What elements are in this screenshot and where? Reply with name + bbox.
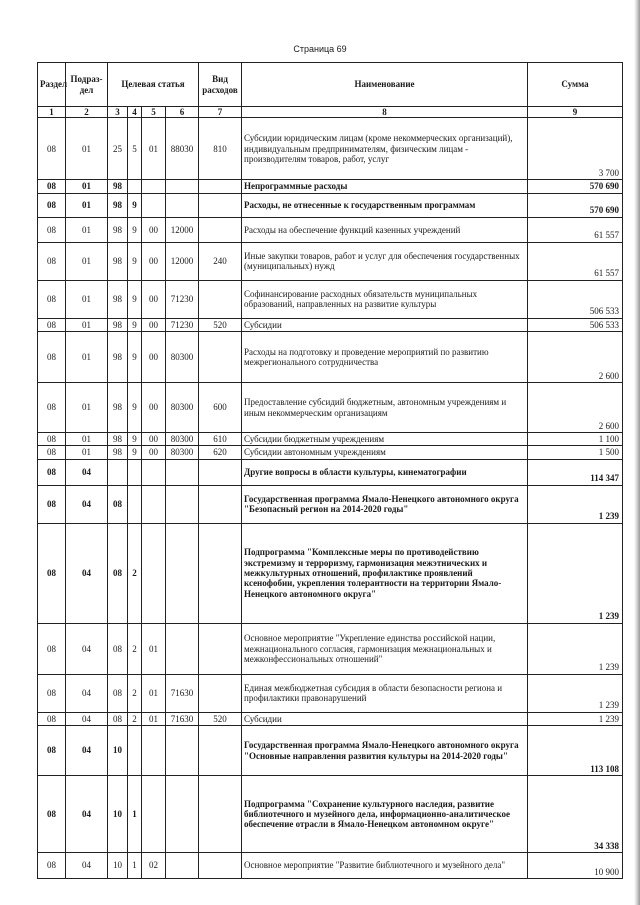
razdel-cell: 08: [38, 776, 66, 853]
sum-cell: 2 600: [528, 332, 623, 383]
podrazdel-cell: 04: [66, 712, 108, 725]
table-row: [38, 712, 623, 725]
subprogram-cell: [128, 180, 142, 193]
sum-cell: 1 100: [528, 433, 623, 446]
header-row: [38, 63, 623, 107]
direction-cell: [166, 623, 199, 674]
program-cell: 08: [108, 523, 128, 623]
page-edge-shadow: [634, 0, 640, 905]
direction-cell: 71230: [166, 318, 199, 331]
name-cell: Основное мероприятие "Развитие библиотечного и музейного дела": [242, 853, 528, 879]
column-number: 4: [128, 107, 142, 118]
sum-cell: 114 347: [528, 459, 623, 485]
event-cell: [142, 485, 166, 523]
expense-type-cell: [199, 523, 242, 623]
program-cell: 10: [108, 853, 128, 879]
sum-cell: 34 338: [528, 776, 623, 853]
direction-cell: [166, 485, 199, 523]
razdel-cell: 08: [38, 242, 66, 280]
table-row: [38, 242, 623, 280]
subprogram-cell: 1: [128, 776, 142, 853]
expense-type-cell: [199, 332, 242, 383]
razdel-cell: 08: [38, 485, 66, 523]
direction-cell: [166, 726, 199, 776]
event-cell: 01: [142, 623, 166, 674]
podrazdel-cell: 04: [66, 674, 108, 712]
program-cell: 98: [108, 242, 128, 280]
table-row: [38, 853, 623, 879]
program-cell: 08: [108, 623, 128, 674]
name-cell: Подпрограмма "Комплексные меры по противодействию экстремизму и терроризму, гармонизация межэтнических и межкультурных отношений, профилактике проявлений ксенофобии, укрепления толерантности на территории Ямало-Ненецкого автономного округа": [242, 523, 528, 623]
column-number: 3: [108, 107, 128, 118]
column-number: 8: [242, 107, 528, 118]
header-podrazdel: Подраз-дел: [66, 63, 108, 107]
program-cell: 08: [108, 674, 128, 712]
table-row: [38, 674, 623, 712]
program-cell: 98: [108, 383, 128, 433]
expense-type-cell: [199, 674, 242, 712]
name-cell: Непрограммные расходы: [242, 180, 528, 193]
name-cell: Другие вопросы в области культуры, кинематографии: [242, 459, 528, 485]
event-cell: [142, 193, 166, 217]
subprogram-cell: 9: [128, 433, 142, 446]
sum-cell: 61 557: [528, 242, 623, 280]
subprogram-cell: 9: [128, 193, 142, 217]
expense-type-cell: [199, 485, 242, 523]
event-cell: [142, 776, 166, 853]
direction-cell: 88030: [166, 118, 199, 180]
sum-cell: 1 239: [528, 674, 623, 712]
podrazdel-cell: 01: [66, 446, 108, 459]
razdel-cell: 08: [38, 623, 66, 674]
podrazdel-cell: 01: [66, 318, 108, 331]
column-number: 2: [66, 107, 108, 118]
podrazdel-cell: 01: [66, 242, 108, 280]
table-row: [38, 280, 623, 318]
event-cell: 01: [142, 674, 166, 712]
podrazdel-cell: 01: [66, 217, 108, 242]
column-number: 1: [38, 107, 66, 118]
name-cell: Единая межбюджетная субсидия в области безопасности региона и профилактики правонарушений: [242, 674, 528, 712]
event-cell: 00: [142, 280, 166, 318]
table-row: [38, 485, 623, 523]
table-row: [38, 433, 623, 446]
expense-type-cell: 620: [199, 446, 242, 459]
subprogram-cell: 9: [128, 318, 142, 331]
name-cell: Подпрограмма "Сохранение культурного наследия, развитие библиотечного и музейного дела, информационно-аналитическое обеспечение отрасли в Ямало-Ненецком автономном округе": [242, 776, 528, 853]
expense-type-cell: [199, 280, 242, 318]
name-cell: Софинансирование расходных обязательств муниципальных образований, направленных на развитие культуры: [242, 280, 528, 318]
expense-type-cell: [199, 217, 242, 242]
program-cell: 98: [108, 193, 128, 217]
razdel-cell: 08: [38, 853, 66, 879]
column-number: 5: [142, 107, 166, 118]
event-cell: 01: [142, 118, 166, 180]
razdel-cell: 08: [38, 712, 66, 725]
razdel-cell: 08: [38, 332, 66, 383]
program-cell: 10: [108, 726, 128, 776]
name-cell: Субсидии автономным учреждениям: [242, 446, 528, 459]
sum-cell: 10 900: [528, 853, 623, 879]
event-cell: 00: [142, 318, 166, 331]
podrazdel-cell: 01: [66, 433, 108, 446]
sum-cell: 1 239: [528, 623, 623, 674]
event-cell: [142, 726, 166, 776]
direction-cell: [166, 523, 199, 623]
column-number-row: [38, 107, 623, 118]
name-cell: Расходы, не отнесенные к государственным программам: [242, 193, 528, 217]
razdel-cell: 08: [38, 674, 66, 712]
direction-cell: [166, 776, 199, 853]
subprogram-cell: 2: [128, 523, 142, 623]
podrazdel-cell: 01: [66, 383, 108, 433]
name-cell: Государственная программа Ямало-Ненецкого автономного округа "Основные направления развития культуры на 2014-2020 годы": [242, 726, 528, 776]
razdel-cell: 08: [38, 118, 66, 180]
sum-cell: 61 557: [528, 217, 623, 242]
table-row: [38, 623, 623, 674]
expense-type-cell: 600: [199, 383, 242, 433]
razdel-cell: 08: [38, 459, 66, 485]
page-number: Страница 69: [293, 44, 347, 54]
program-cell: 98: [108, 332, 128, 383]
subprogram-cell: 9: [128, 217, 142, 242]
direction-cell: 12000: [166, 217, 199, 242]
expense-type-cell: [199, 726, 242, 776]
direction-cell: 80300: [166, 383, 199, 433]
name-cell: Субсидии: [242, 712, 528, 725]
name-cell: Расходы на подготовку и проведение мероприятий по развитию межрегионального сотрудничества: [242, 332, 528, 383]
razdel-cell: 08: [38, 217, 66, 242]
event-cell: 01: [142, 712, 166, 725]
subprogram-cell: 2: [128, 623, 142, 674]
sum-cell: 113 108: [528, 726, 623, 776]
sum-cell: 1 500: [528, 446, 623, 459]
subprogram-cell: [128, 485, 142, 523]
header-celevaya: Целевая статья: [108, 63, 199, 107]
sum-cell: 1 239: [528, 712, 623, 725]
podrazdel-cell: 04: [66, 485, 108, 523]
program-cell: 98: [108, 318, 128, 331]
expense-type-cell: [199, 623, 242, 674]
expense-type-cell: 810: [199, 118, 242, 180]
header-sum: Сумма: [528, 63, 623, 107]
subprogram-cell: 9: [128, 446, 142, 459]
expense-type-cell: [199, 180, 242, 193]
table-row: [38, 193, 623, 217]
podrazdel-cell: 01: [66, 280, 108, 318]
name-cell: Государственная программа Ямало-Ненецкого автономного округа "Безопасный регион на 2014-2020 годы": [242, 485, 528, 523]
column-number: 7: [199, 107, 242, 118]
name-cell: Расходы на обеспечение функций казенных учреждений: [242, 217, 528, 242]
direction-cell: 71230: [166, 280, 199, 318]
subprogram-cell: 9: [128, 332, 142, 383]
expense-type-cell: [199, 193, 242, 217]
program-cell: 98: [108, 446, 128, 459]
table-row: [38, 776, 623, 853]
program-cell: 10: [108, 776, 128, 853]
razdel-cell: 08: [38, 446, 66, 459]
program-cell: 98: [108, 180, 128, 193]
direction-cell: 71630: [166, 712, 199, 725]
program-cell: 98: [108, 217, 128, 242]
table-row: [38, 726, 623, 776]
event-cell: 00: [142, 217, 166, 242]
razdel-cell: 08: [38, 318, 66, 331]
table-row: [38, 446, 623, 459]
podrazdel-cell: 01: [66, 180, 108, 193]
subprogram-cell: [128, 726, 142, 776]
sum-cell: 506 533: [528, 318, 623, 331]
subprogram-cell: 5: [128, 118, 142, 180]
table-row: [38, 217, 623, 242]
sum-cell: 2 600: [528, 383, 623, 433]
name-cell: Предоставление субсидий бюджетным, автономным учреждениям и иным некоммерческим организациям: [242, 383, 528, 433]
subprogram-cell: 1: [128, 853, 142, 879]
expense-type-cell: 240: [199, 242, 242, 280]
expense-type-cell: [199, 776, 242, 853]
expense-type-cell: [199, 853, 242, 879]
podrazdel-cell: 04: [66, 459, 108, 485]
name-cell: Субсидии юридическим лицам (кроме некоммерческих организаций), индивидуальным предпринимателям, физическим лицам - производителям товаров, работ, услуг: [242, 118, 528, 180]
razdel-cell: 08: [38, 726, 66, 776]
sum-cell: 570 690: [528, 180, 623, 193]
name-cell: Субсидии: [242, 318, 528, 331]
sum-cell: 506 533: [528, 280, 623, 318]
subprogram-cell: 2: [128, 674, 142, 712]
direction-cell: [166, 853, 199, 879]
event-cell: [142, 180, 166, 193]
podrazdel-cell: 01: [66, 118, 108, 180]
podrazdel-cell: 04: [66, 776, 108, 853]
header-vid: Вид расходов: [199, 63, 242, 107]
column-number: 6: [166, 107, 199, 118]
razdel-cell: 08: [38, 180, 66, 193]
expense-type-cell: 610: [199, 433, 242, 446]
program-cell: 98: [108, 433, 128, 446]
razdel-cell: 08: [38, 383, 66, 433]
table-row: [38, 318, 623, 331]
event-cell: 02: [142, 853, 166, 879]
table-row: [38, 523, 623, 623]
sum-cell: 3 700: [528, 118, 623, 180]
podrazdel-cell: 04: [66, 853, 108, 879]
subprogram-cell: 9: [128, 280, 142, 318]
table-row: [38, 332, 623, 383]
event-cell: 00: [142, 332, 166, 383]
table-row: [38, 118, 623, 180]
program-cell: 08: [108, 712, 128, 725]
direction-cell: 80300: [166, 433, 199, 446]
table-row: [38, 459, 623, 485]
direction-cell: 80300: [166, 332, 199, 383]
program-cell: 25: [108, 118, 128, 180]
expense-type-cell: 520: [199, 712, 242, 725]
event-cell: [142, 523, 166, 623]
direction-cell: [166, 459, 199, 485]
subprogram-cell: 2: [128, 712, 142, 725]
podrazdel-cell: 04: [66, 623, 108, 674]
subprogram-cell: 9: [128, 242, 142, 280]
header-name: Наименование: [242, 63, 528, 107]
razdel-cell: 08: [38, 280, 66, 318]
sum-cell: 1 239: [528, 523, 623, 623]
direction-cell: [166, 180, 199, 193]
expense-type-cell: 520: [199, 318, 242, 331]
expense-type-cell: [199, 459, 242, 485]
direction-cell: [166, 193, 199, 217]
podrazdel-cell: 01: [66, 193, 108, 217]
podrazdel-cell: 01: [66, 332, 108, 383]
name-cell: Основное мероприятие "Укрепление единства российской нации, межнационального согласия, гармонизация межнациональных и межконфессиональных отношений": [242, 623, 528, 674]
event-cell: 00: [142, 446, 166, 459]
event-cell: 00: [142, 433, 166, 446]
column-number: 9: [528, 107, 623, 118]
program-cell: [108, 459, 128, 485]
budget-table: [37, 62, 623, 879]
table-row: [38, 180, 623, 193]
direction-cell: 80300: [166, 446, 199, 459]
sum-cell: 570 690: [528, 193, 623, 217]
sum-cell: 1 239: [528, 485, 623, 523]
program-cell: 98: [108, 280, 128, 318]
event-cell: 00: [142, 383, 166, 433]
event-cell: 00: [142, 242, 166, 280]
subprogram-cell: [128, 459, 142, 485]
table-row: [38, 383, 623, 433]
subprogram-cell: 9: [128, 383, 142, 433]
razdel-cell: 08: [38, 523, 66, 623]
podrazdel-cell: 04: [66, 726, 108, 776]
razdel-cell: 08: [38, 433, 66, 446]
direction-cell: 12000: [166, 242, 199, 280]
event-cell: [142, 459, 166, 485]
razdel-cell: 08: [38, 193, 66, 217]
program-cell: 08: [108, 485, 128, 523]
podrazdel-cell: 04: [66, 523, 108, 623]
direction-cell: 71630: [166, 674, 199, 712]
header-razdel: Раздел: [38, 63, 66, 107]
name-cell: Субсидии бюджетным учреждениям: [242, 433, 528, 446]
name-cell: Иные закупки товаров, работ и услуг для обеспечения государственных (муниципальных) нужд: [242, 242, 528, 280]
